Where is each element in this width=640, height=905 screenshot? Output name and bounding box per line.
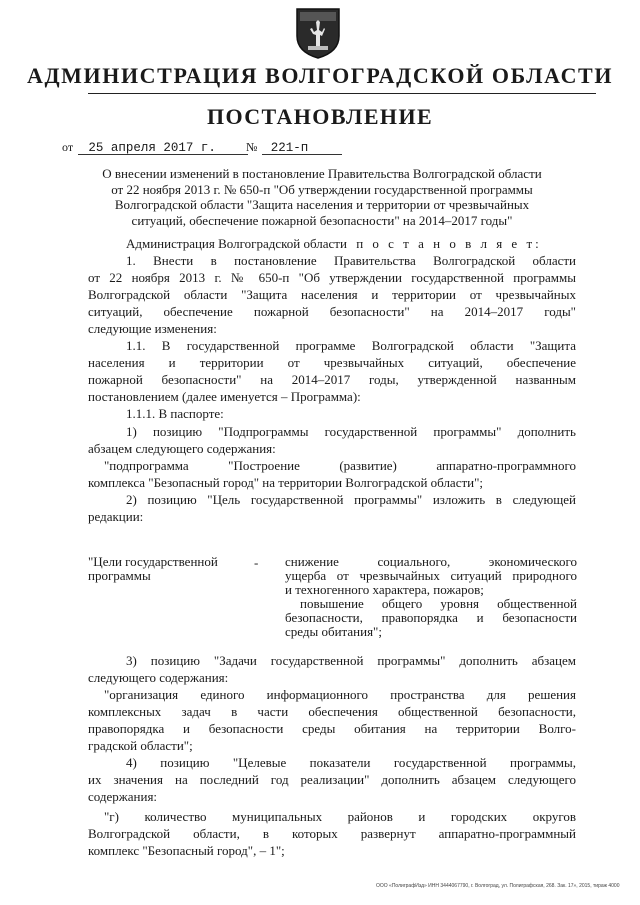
preamble-text: Администрация Волгоградской области (126, 236, 347, 251)
printer-imprint: ООО «ПолиграфИзд» ИНН 3444067790, г. Волгоград, ул. Полиграфская, 268. Зак. 17», 2015, тираж 4000 (376, 883, 620, 889)
paragraph-line: комплекса "Безопасный город" на территории Волгоградской области"; (88, 475, 484, 490)
paragraph-line: "г) количество муниципальных районов и городских округов (104, 809, 576, 824)
paragraph-line: следующие изменения: (88, 321, 217, 336)
paragraph-line: абзацем следующего содержания: (88, 441, 276, 456)
paragraph-line: редакции: (88, 509, 144, 524)
paragraph-line: Волгоградской области "Защита населения и территории от чрезвычайных (88, 287, 576, 302)
paragraph-line: пожарной безопасности" на 2014–2017 годы, утвержденной названным (88, 372, 576, 387)
paragraph-line: 3) позицию "Задачи государственной программы" дополнить абзацем (126, 653, 576, 668)
paragraph-line: 2) позицию "Цель государственной программы" изложить в следующей (126, 492, 576, 507)
paragraph-line: "подпрограмма "Построение (развитие) аппаратно-программного (104, 458, 576, 473)
subject-line: от 22 ноября 2013 г. № 650-п "Об утверждении государственной программы (111, 181, 533, 197)
paragraph-line: Волгоградской области, в которых развернут аппаратно-программный (88, 826, 576, 841)
paragraph-line: 1.1.1. В паспорте: (126, 406, 224, 421)
table-value-line: и техногенного характера, пожаров; (285, 582, 484, 597)
paragraph-line: 1. Внести в постановление Правительства Волгоградской области (126, 253, 576, 268)
paragraph-line: 1) позицию "Подпрограммы государственной программы" дополнить (126, 424, 576, 439)
paragraph-line: их значения на последний год реализации" дополнить абзацем следующего (88, 772, 576, 787)
table-dash: - (254, 555, 259, 570)
table-value-line: ущерба от чрезвычайных ситуаций природного (285, 568, 577, 583)
paragraph-line: содержания: (88, 789, 158, 804)
subject-line: О внесении изменений в постановление Правительства Волгоградской области (102, 166, 542, 181)
number-field (246, 139, 308, 155)
document-type: ПОСТАНОВЛЕНИЕ (206, 104, 434, 129)
table-label-line: программы (88, 568, 151, 583)
date-underline (78, 154, 248, 155)
number-label: № (246, 140, 258, 154)
paragraph-line: 1.1. В государственной программе Волгоградской области "Защита (126, 338, 576, 353)
table-value-line: безопасности, правопорядка и безопасности (285, 610, 577, 625)
table-value-line: снижение социального, экономического (285, 554, 577, 569)
document-subject (62, 166, 582, 228)
number-underline (262, 154, 342, 155)
table-value-line: повышение общего уровня общественной (300, 596, 577, 611)
paragraph-line: от 22 ноября 2013 г. № 650-п "Об утверждении государственной программы (88, 270, 576, 285)
paragraph-line: постановлением (далее именуется – Программа): (88, 389, 361, 404)
preamble-verb: п о с т а н о в л я е т: (356, 236, 542, 251)
paragraph-line: правопорядка и безопасности среды обитания на территории Волго- (88, 721, 576, 736)
table-label (88, 555, 218, 583)
table-label-line: "Цели государственной (88, 554, 218, 569)
date-label: от (62, 140, 74, 154)
number-value: 221-п (270, 141, 309, 155)
subject-line: ситуаций, обеспечение пожарной безопасности" на 2014–2017 годы" (131, 212, 513, 228)
paragraph-line: "организация единого информационного пространства для решения (104, 687, 576, 702)
subject-line: Волгоградской области "Защита населения и территории от чрезвычайных (114, 197, 530, 212)
paragraph-line: следующего содержания: (88, 670, 229, 685)
paragraph-line: комплекс "Безопасный город", – 1"; (88, 843, 285, 858)
organization-title: АДМИНИСТРАЦИЯ ВОЛГОГРАДСКОЙ ОБЛАСТИ (26, 63, 614, 88)
paragraph-line: ситуаций, обеспечение пожарной безопасности" на 2014–2017 годы" (88, 304, 576, 319)
date-field (62, 139, 216, 155)
date-value: 25 апреля 2017 г. (88, 141, 216, 155)
table-value-line: среды обитания"; (285, 624, 382, 639)
preamble (126, 236, 576, 251)
paragraph-line: комплексных задач в части обеспечения общественной безопасности, (88, 704, 576, 719)
title-divider (88, 93, 596, 94)
coat-of-arms-icon (294, 6, 342, 60)
paragraph-line: 4) позицию "Целевые показатели государственной программы, (126, 755, 576, 770)
paragraph-line: населения и территории от чрезвычайных ситуаций, обеспечение (88, 355, 576, 370)
paragraph-line: градской области"; (88, 738, 193, 753)
